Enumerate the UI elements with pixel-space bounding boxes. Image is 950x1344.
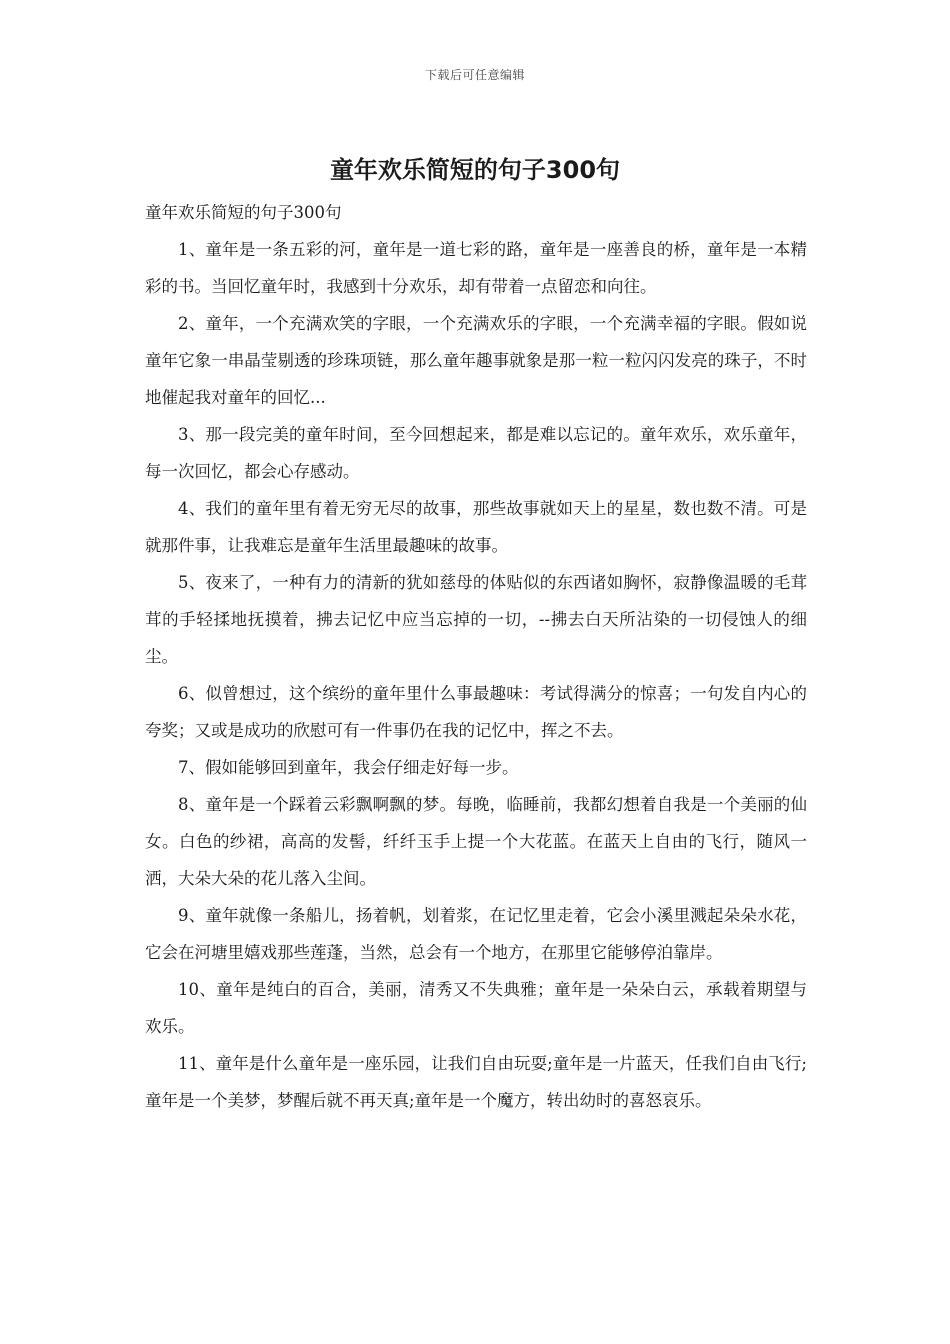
paragraph-3: 3、那一段完美的童年时间，至今回想起来，都是难以忘记的。童年欢乐，欢乐童年，每一次回忆，都会心存感动。 — [145, 425, 807, 481]
paragraph-1: 1、童年是一条五彩的河，童年是一道七彩的路，童年是一座善良的桥，童年是一本精彩的书。当回忆童年时，我感到十分欢乐，却有带着一点留恋和向往。 — [145, 240, 807, 296]
paragraph-7: 7、假如能够回到童年，我会仔细走好每一步。 — [178, 758, 519, 777]
paragraph-9: 9、童年就像一条船儿，扬着帆，划着浆，在记忆里走着，它会小溪里溅起朵朵水花，它会在河塘里嬉戏那些莲蓬，当然，总会有一个地方，在那里它能够停泊靠岸。 — [145, 906, 807, 962]
paragraph-11: 11、童年是什么童年是一座乐园，让我们自由玩耍;童年是一片蓝天，任我们自由飞行;童年是一个美梦，梦醒后就不再天真;童年是一个魔方，转出幼时的喜怒哀乐。 — [145, 1054, 807, 1110]
document-title: 童年欢乐简短的句子300句 — [329, 156, 621, 184]
paragraph-8: 8、童年是一个踩着云彩飘啊飘的梦。每晚，临睡前，我都幻想着自我是一个美丽的仙女。白色的纱裙，高高的发髻，纤纤玉手上提一个大花蓝。在蓝天上自由的飞行，随风一洒，大朵大朵的花儿落入尘间。 — [145, 795, 807, 888]
document-body — [145, 194, 807, 1119]
paragraph-10: 10、童年是纯白的百合，美丽，清秀又不失典雅；童年是一朵朵白云，承载着期望与欢乐。 — [145, 980, 807, 1036]
paragraph-5: 5、夜来了，一种有力的清新的犹如慈母的体贴似的东西诸如胸怀，寂静像温暖的毛茸茸的手轻揉地抚摸着，拂去记忆中应当忘掉的一切，--拂去白天所沾染的一切侵蚀人的细尘。 — [145, 573, 807, 666]
document-subtitle: 童年欢乐简短的句子300句 — [145, 203, 342, 222]
paragraph-2: 2、童年，一个充满欢笑的字眼，一个充满欢乐的字眼，一个充满幸福的字眼。假如说童年它象一串晶莹剔透的珍珠项链，那么童年趣事就象是那一粒一粒闪闪发亮的珠子，不时地催起我对童年的回忆... — [145, 314, 807, 407]
paragraph-6: 6、似曾想过，这个缤纷的童年里什么事最趣味：考试得满分的惊喜；一句发自内心的夸奖；又或是成功的欣慰可有一件事仍在我的记忆中，挥之不去。 — [145, 684, 807, 740]
paragraph-4: 4、我们的童年里有着无穷无尽的故事，那些故事就如天上的星星，数也数不清。可是就那件事，让我难忘是童年生活里最趣味的故事。 — [145, 499, 807, 555]
header-note: 下载后可任意编辑 — [424, 68, 525, 82]
